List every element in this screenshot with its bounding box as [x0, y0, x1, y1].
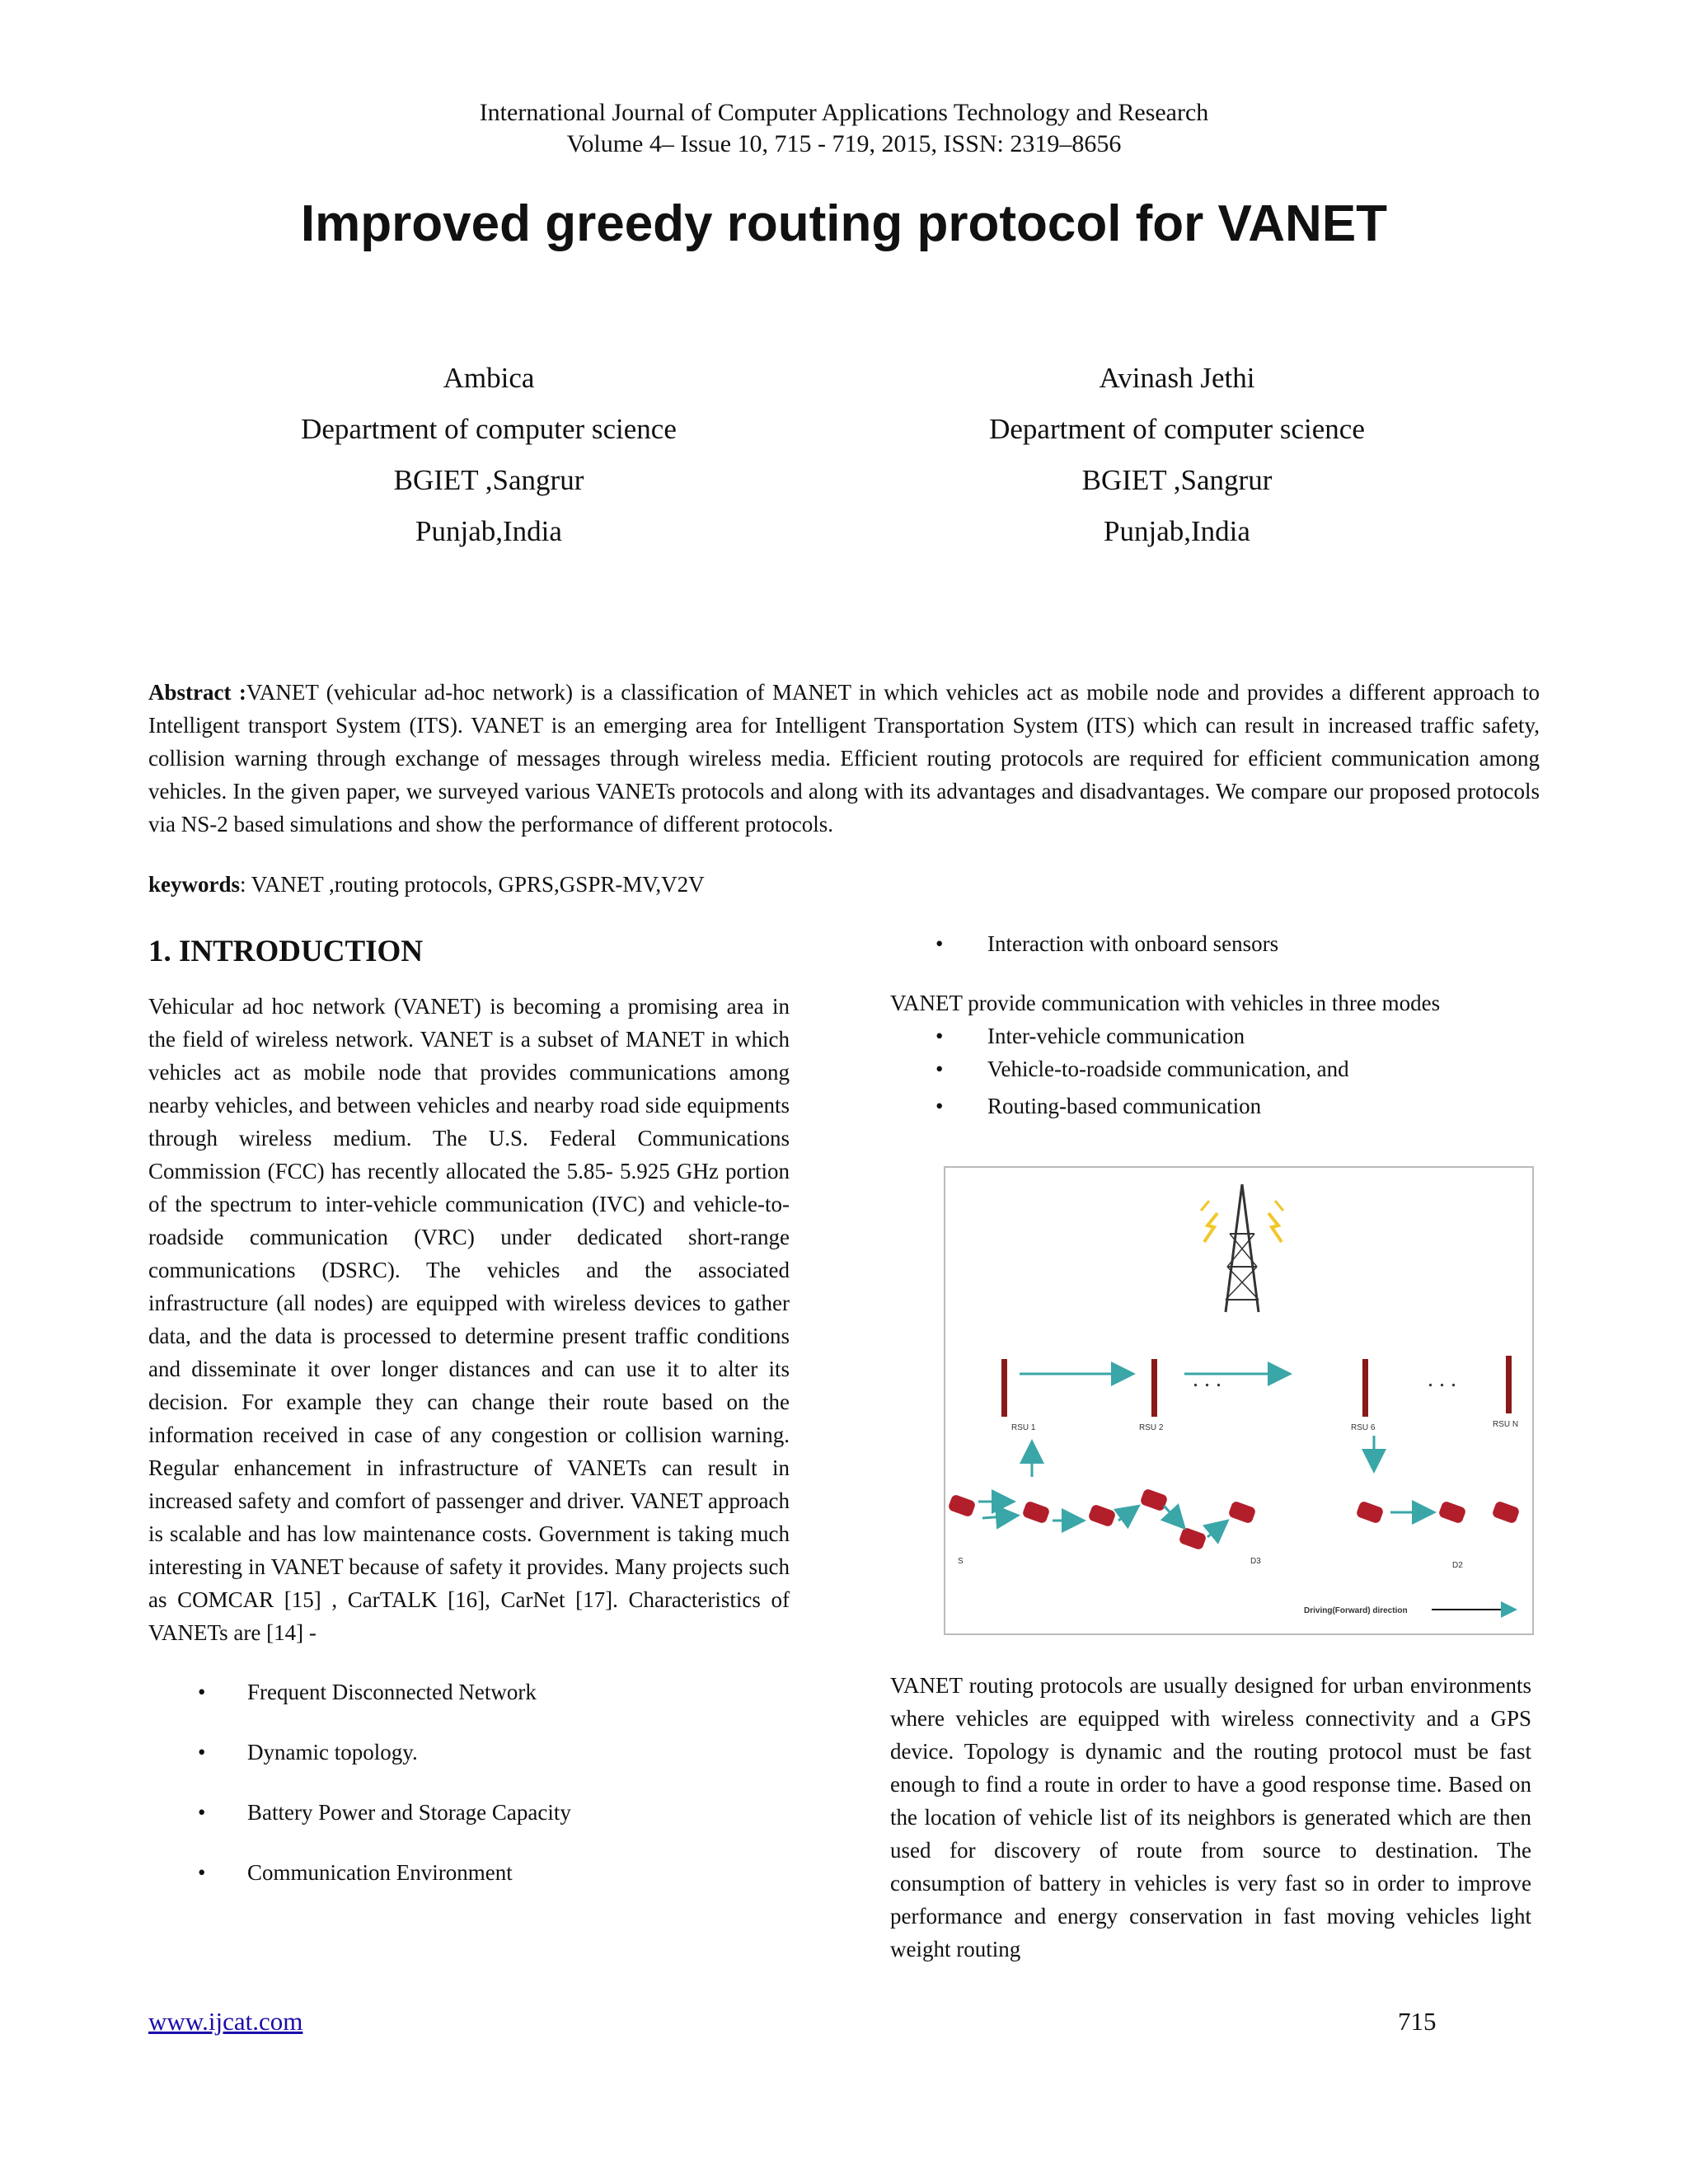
author-department: Department of computer science: [301, 413, 677, 445]
node-label: S: [958, 1557, 964, 1566]
characteristics-list: [148, 1675, 790, 1916]
keywords: [148, 868, 1540, 901]
abstract-label: Abstract :: [148, 680, 246, 705]
rsu-label: RSU 1: [1011, 1423, 1036, 1432]
car-icon: [1437, 1500, 1466, 1524]
author-department: Department of computer science: [989, 413, 1365, 445]
journal-name: International Journal of Computer Applications Technology and Research: [479, 99, 1209, 126]
list-item: • Battery Power and Storage Capacity: [198, 1800, 571, 1825]
car-icon: [1227, 1500, 1256, 1524]
keywords-label: keywords: [148, 872, 241, 897]
node-label: D2: [1452, 1561, 1463, 1570]
vanet-figure: [944, 1166, 1534, 1635]
author-name: Avinash Jethi: [1099, 362, 1255, 394]
intro-paragraph: Vehicular ad hoc network (VANET) is becoming a promising area in the field of wireless network. VANET is a subset of MANET in which vehicles act as mobile node that provides communications among nearby vehicles, and between vehicles and nearby road side equipments through wireless medium. The U.S. Federal Communications Commission (FCC) has recently allocated the 5.85- 5.925 GHz portion of the spectrum to inter-vehicle communication (IVC) and vehicle-to-roadside communication (VRC) under dedicated short-range communications (DSRC). The vehicles and the associated infrastructure (all nodes) are equipped with wireless devices to gather data, and the data is processed to determine present traffic conditions and disseminate it over longer distances and can use it to alter its decision. For example they can change their route based on the information received in case of any congestion or collision warning. Regular enhancement in infrastructure of VANETs can result in increased safety and comfort of passenger and driver. VANET approach is scalable and has low maintenance costs. Government is taking much interesting in VANET because of safety it provides. Many projects such as COMCAR [15] , CarTALK [16], CarNet [17]. Characteristics of VANETs are [14] -: [148, 994, 790, 1645]
rsu-pole-icon: [1506, 1356, 1512, 1413]
author-name: Ambica: [443, 362, 535, 394]
car-icon: [1355, 1500, 1384, 1524]
list-item: • Interaction with onboard sensors: [935, 931, 1279, 956]
direction-label: Driving(Forward) direction: [1304, 1606, 1408, 1615]
list-item: • Dynamic topology.: [198, 1740, 418, 1765]
vanet-diagram: [945, 1168, 1532, 1633]
list-item: • Vehicle-to-roadside communication, and: [935, 1057, 1349, 1081]
modes-list: [890, 1019, 1531, 1122]
routing-paragraph: VANET routing protocols are usually designed for urban environments where vehicles are equipped with wireless connectivity and a GPS device. Topology is dynamic and the routing protocol must be fast enough to find a route in order to have a good response time. Based on the location of vehicle list of its neighbors is generated which are then used for discovery of route from source to destination. The consumption of battery in vehicles is very fast so in order to improve performance and energy conservation in fast moving vehicles light weight routing: [890, 1673, 1531, 1961]
abstract-text: VANET (vehicular ad-hoc network) is a classification of MANET in which vehicles act as mobile node and provides a different approach to Intelligent transport System (ITS). VANET is an emerging area for Intelligent Transportation System (ITS) which can result in increased traffic safety, collision warning through exchange of messages through wireless media. Efficient routing protocols are required for efficient communication among vehicles. In the given paper, we surveyed various VANETs protocols and along with its advantages and disadvantages. We compare our proposed protocols via NS-2 based simulations and show the performance of different protocols.: [148, 680, 1540, 837]
rsu-label: RSU 6: [1351, 1423, 1376, 1432]
author-1: [159, 353, 818, 557]
modes-intro: VANET provide communication with vehicles in three modes: [890, 991, 1441, 1015]
car-icon: [1491, 1500, 1520, 1524]
node-label: D3: [1250, 1557, 1261, 1566]
list-item: • Communication Environment: [198, 1860, 513, 1885]
list-item: • Inter-vehicle communication: [935, 1024, 1245, 1048]
rsu-label: RSU 2: [1139, 1423, 1164, 1432]
author-location: Punjab,India: [1104, 515, 1250, 547]
car-icon: [1139, 1488, 1168, 1511]
car-icon: [1178, 1526, 1207, 1550]
keywords-text: : VANET ,routing protocols, GPRS,GSPR-MV,V2V: [240, 872, 705, 897]
ellipsis: . . .: [1428, 1366, 1456, 1392]
car-icon: [1087, 1503, 1116, 1527]
rsu-pole-icon: [1151, 1359, 1157, 1417]
list-item: • Routing-based communication: [935, 1094, 1262, 1118]
ellipsis: . . .: [1193, 1366, 1221, 1392]
author-institute: BGIET ,Sangrur: [393, 464, 584, 496]
list-item: • Frequent Disconnected Network: [198, 1680, 537, 1704]
author-institute: BGIET ,Sangrur: [1081, 464, 1273, 496]
left-column: [148, 927, 790, 1916]
author-location: Punjab,India: [415, 515, 562, 547]
journal-website-link[interactable]: www.ijcat.com: [148, 2007, 303, 2036]
paper-title: Improved greedy routing protocol for VANET: [300, 195, 1388, 252]
characteristics-list-cont: [890, 927, 1531, 960]
rsu-pole-icon: [1362, 1359, 1368, 1417]
rsu-label: RSU N: [1493, 1420, 1519, 1429]
vehicles: [947, 1488, 1520, 1550]
section-heading-introduction: 1. INTRODUCTION: [148, 935, 424, 968]
author-2: [847, 353, 1507, 557]
lightning-icon: [1201, 1201, 1283, 1242]
car-icon: [947, 1493, 976, 1517]
car-icon: [1021, 1500, 1050, 1524]
abstract: [148, 676, 1540, 841]
journal-volume: Volume 4– Issue 10, 715 - 719, 2015, ISSN: 2319–8656: [566, 130, 1122, 157]
rsu-pole-icon: [1001, 1359, 1007, 1417]
page-number: 715: [1398, 2007, 1437, 2036]
tower-icon: [1226, 1184, 1259, 1312]
